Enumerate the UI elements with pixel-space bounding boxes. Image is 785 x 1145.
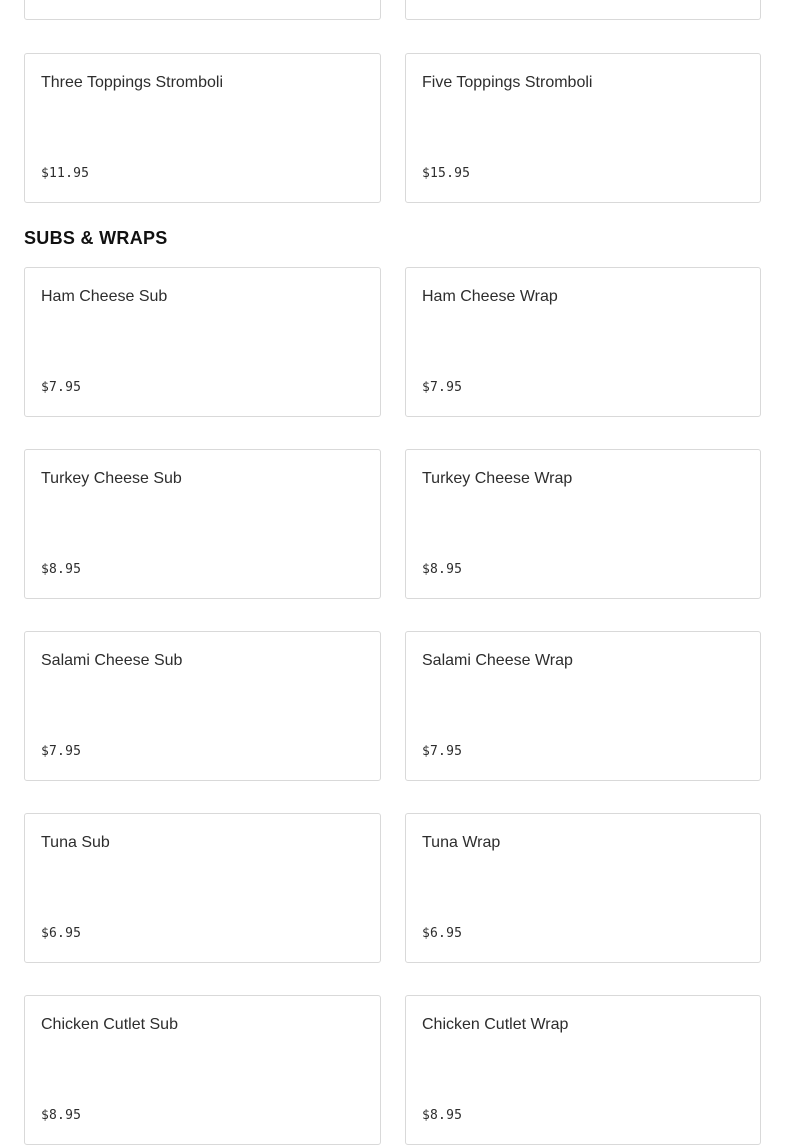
menu-item-price: $8.95 bbox=[422, 562, 463, 577]
menu-item-price: $6.95 bbox=[422, 926, 463, 941]
menu-item-price: $6.95 bbox=[41, 926, 82, 941]
menu-item-card[interactable] bbox=[24, 53, 381, 203]
menu-item-card[interactable] bbox=[24, 0, 381, 20]
menu-item-price: $7.95 bbox=[422, 380, 463, 395]
section-title-subs-wraps: SUBS & WRAPS bbox=[24, 228, 168, 248]
menu-item-price: $7.95 bbox=[41, 744, 82, 759]
menu-item-card[interactable] bbox=[24, 995, 381, 1145]
menu-item-name: Three Toppings Stromboli bbox=[41, 74, 224, 91]
menu-item-price: $15.95 bbox=[422, 166, 471, 181]
previous-section-grid bbox=[24, 0, 761, 20]
menu-item-price: $7.95 bbox=[422, 744, 463, 759]
menu-item-card[interactable] bbox=[24, 267, 381, 417]
menu-item-name: Tuna Sub bbox=[41, 834, 110, 851]
menu-item-name: Salami Cheese Wrap bbox=[422, 652, 573, 669]
menu-item-card[interactable] bbox=[24, 449, 381, 599]
menu-item-price: $7.95 bbox=[41, 380, 82, 395]
menu-item-price: $8.95 bbox=[41, 1108, 82, 1123]
menu-item-name: Chicken Cutlet Sub bbox=[41, 1016, 178, 1033]
subs-wraps-grid bbox=[24, 267, 761, 1145]
menu-item-card[interactable] bbox=[405, 0, 761, 20]
menu-item-name: Turkey Cheese Sub bbox=[41, 470, 182, 487]
menu-item-price: $8.95 bbox=[41, 562, 82, 577]
menu-item-card[interactable] bbox=[405, 267, 761, 417]
menu-item-card[interactable] bbox=[24, 631, 381, 781]
menu-item-card[interactable] bbox=[405, 449, 761, 599]
menu-item-card[interactable] bbox=[405, 813, 761, 963]
menu-item-price: $8.95 bbox=[422, 1108, 463, 1123]
menu-item-card[interactable] bbox=[24, 813, 381, 963]
menu-item-card[interactable] bbox=[405, 53, 761, 203]
menu-item-name: Ham Cheese Wrap bbox=[422, 288, 558, 305]
menu-item-name: Turkey Cheese Wrap bbox=[422, 470, 573, 487]
menu-item-card[interactable] bbox=[405, 631, 761, 781]
menu-item-name: Salami Cheese Sub bbox=[41, 652, 183, 669]
stromboli-grid bbox=[24, 53, 761, 203]
menu-item-price: $11.95 bbox=[41, 166, 90, 181]
menu-item-name: Chicken Cutlet Wrap bbox=[422, 1016, 569, 1033]
menu-item-card[interactable] bbox=[405, 995, 761, 1145]
menu-item-name: Five Toppings Stromboli bbox=[422, 74, 593, 91]
menu-item-name: Ham Cheese Sub bbox=[41, 288, 168, 305]
menu-item-name: Tuna Wrap bbox=[422, 834, 501, 851]
